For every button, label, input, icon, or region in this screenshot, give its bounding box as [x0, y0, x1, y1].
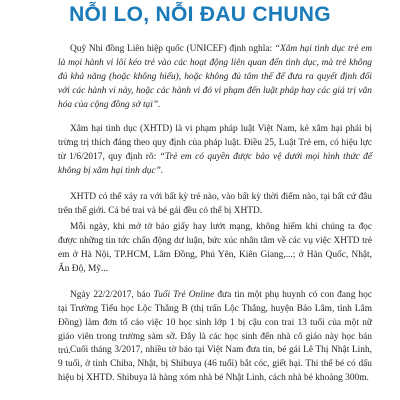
paragraph-text: Quỹ Nhi đồng Liên hiệp quốc (UNICEF) định nghĩa:	[70, 44, 275, 54]
definition-quote: “Xâm hại tình dục trẻ em là mọi hành vi lôi kéo trẻ vào các hoạt động liên quan đến tình dục, mà trẻ không đủ khả năng (hoặc không hiểu), hoặc không đủ tâm thế để đưa ra quyết định đối với các hành vi này, hoặc các hành vi đó vi phạm đến luật pháp hay các giá trị văn hóa của cộng đồng sở tại”.	[58, 44, 372, 110]
section-heading: NỖI LO, NỖI ĐAU CHUNG	[69, 3, 331, 26]
paragraph-japan-case: Cuối tháng 3/2017, nhiều tờ báo tại Việt Nam đưa tin, bé gái Lê Thị Nhật Linh, 9 tuổi, ở tỉnh Chiba, Nhật, bị Shibuya (46 tuổi) bắt cóc, giết hại. Thi thể bé có dấu hiệu bị XHTD. Shibuya là hàng xóm nhà bé Nhật Linh, cách nhà bé khoảng 300m.	[58, 345, 372, 383]
newspaper-name: Tuổi Trẻ Online	[153, 290, 215, 300]
paragraph-law	[58, 123, 372, 179]
paragraph-scope: XHTD có thể xảy ra với bất kỳ trẻ nào, vào bất kỳ thời điểm nào, tại bất cứ đâu trên thế giới. Cả bé trai và bé gái đều có thể bị XHTD.	[58, 192, 372, 216]
paragraph-news: Mỗi ngày, khi mở tờ báo giấy hay lướt mạng, không hiếm khi chúng ta đọc được những tin tức chấn động dư luận, bức xúc nhân tâm về các vụ việc XHTD trẻ em ở Hà Nội, TP.HCM, Lâm Đồng, Phú Yên, Kiên Giang,...; ở Hàn Quốc, Nhật, Ấn Độ, Mỹ...	[58, 222, 372, 274]
paragraph-text: Xâm hại tình dục (XHTD) là vi phạm pháp luật Việt Nam, kẻ xâm hại phải bị trừng trị thích đáng theo quy định của pháp luật. Điều 25, Luật Trẻ em, có hiệu lực từ 1/6/2017, quy định rõ:	[58, 124, 372, 162]
paragraph-unicef-definition	[58, 43, 372, 113]
paragraph-text: đưa tin một phụ huynh có con đang học tại Trường Tiểu học Lộc Thắng B (thị trấn Lộc Thắng, huyện Bảo Lâm, tỉnh Lâm Đồng) làm đơn tố cáo việc 10 học sinh lớp 1 bị cậu con trai 13 tuổi của một nữ giáo viên trong trường sàm sỡ. Đây là các học sinh đến nhà cô giáo này học bán trú.	[58, 290, 372, 356]
paragraph-text: Ngày 22/2/2017, báo	[70, 290, 154, 300]
law-quote: “Trẻ em có quyền được bảo vệ dưới mọi hình thức để không bị xâm hại tình dục”.	[58, 151, 372, 176]
